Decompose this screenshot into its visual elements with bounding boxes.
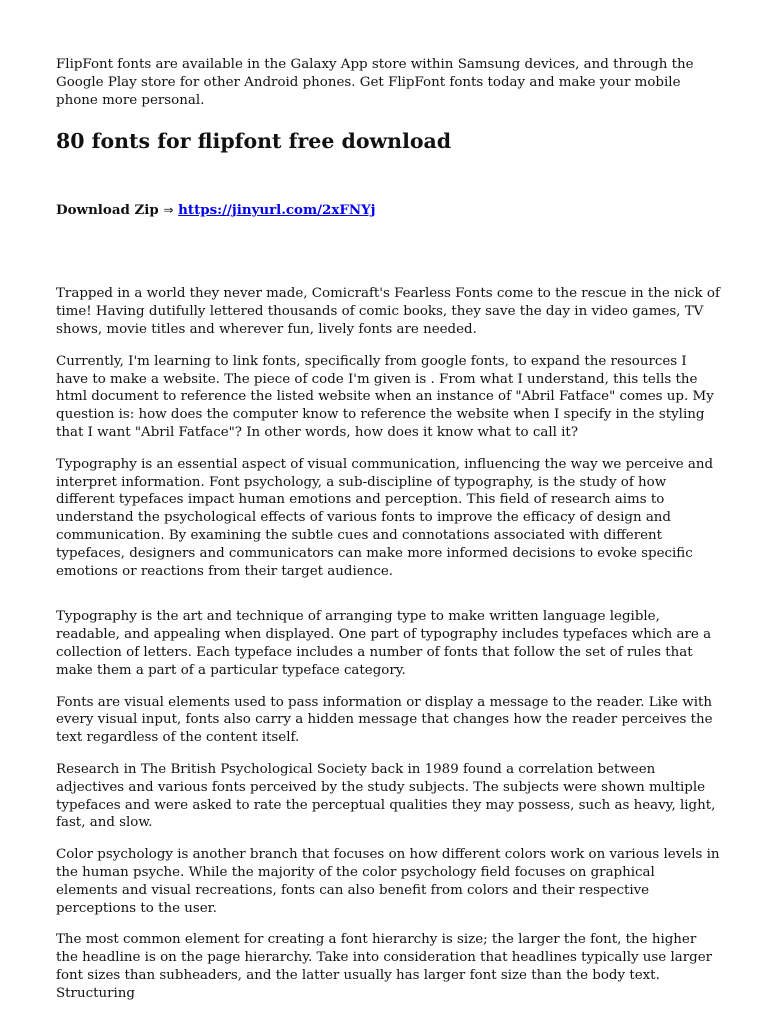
arrow-right-icon: ⇒ [163, 203, 174, 218]
download-line [56, 201, 720, 219]
body-paragraph: The most common element for creating a font hierarchy is size; the larger the font, the higher the headline is on the page hierarchy. Take into consideration that headlines typically use larger font sizes than subheaders, and the latter usually has larger font size than the body text. Structuring [56, 932, 713, 1001]
body-paragraph: Color psychology is another branch that focuses on how different colors work on various levels in the human psyche. While the majority of the color psychology field focuses on graphical elements and visual recreations, fonts can also benefit from colors and their respective perceptions to the user. [56, 847, 720, 916]
body-paragraph: Typography is an essential aspect of visual communication, influencing the way we perceive and interpret information. Font psychology, a sub-discipline of typography, is the study of how different typefaces impact human emotions and perception. This field of research aims to understand the psychological effects of various fonts to improve the efficacy of design and communication. By examining the subtle cues and connotations associated with different typefaces, designers and communicators can make more informed decisions to evoke specific emotions or reactions from their target audience. [56, 456, 714, 579]
page-title: 80 fonts for flipfont free download [56, 129, 452, 154]
document-page [56, 56, 720, 1002]
body-paragraph: Fonts are visual elements used to pass information or display a message to the reader. Like with every visual input, fonts also carry a hidden message that changes how the reader perceives the text regardless of the content itself. [56, 694, 713, 746]
body-paragraph: Research in The British Psychological Society back in 1989 found a correlation between adjectives and various fonts perceived by the study subjects. The subjects were shown multiple typefaces and were asked to rate the perceptual qualities they may possess, such as heavy, light, fast, and slow. [56, 761, 716, 831]
download-link[interactable]: https://jinyurl.com/2xFNYj [178, 202, 376, 219]
download-label: Download Zip [56, 202, 159, 219]
body-paragraph: Typography is the art and technique of arranging type to make written language legible, readable, and appealing when displayed. One part of typography includes typefaces which are a collection of letters. Each typeface includes a number of fonts that follow the set of rules that make them a part of a particular typeface category. [56, 609, 712, 678]
body-paragraph: Currently, I'm learning to link fonts, specifically from google fonts, to expand the resources I have to make a website. The piece of code I'm given is . From what I understand, this tells the html document to reference the listed website when an instance of "Abril Fatface" comes up. My question is: how does the computer know to reference the website when I specify in the styling that I want "Abril Fatface"? In other words, how does it know what to call it? [56, 353, 714, 440]
body-paragraph: Trapped in a world they never made, Comicraft's Fearless Fonts come to the rescue in the nick of time! Having dutifully lettered thousands of comic books, they save the day in video games, TV shows, movie titles and wherever fun, lively fonts are needed. [56, 286, 720, 337]
intro-paragraph: FlipFont fonts are available in the Galaxy App store within Samsung devices, and through the Google Play store for other Android phones. Get FlipFont fonts today and make your mobile phone more personal. [56, 57, 694, 108]
